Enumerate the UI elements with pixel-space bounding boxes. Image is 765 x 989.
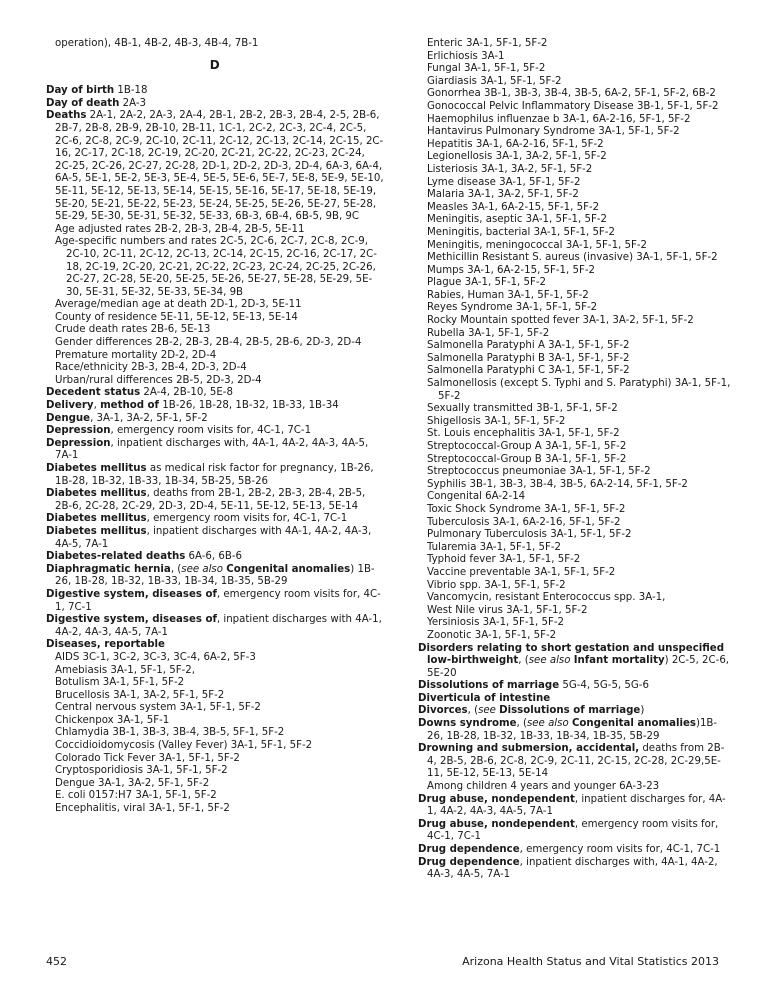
index-subentry	[418, 328, 732, 341]
index-locators: , (	[467, 705, 479, 717]
index-term: Depression	[46, 437, 111, 449]
index-locators: Age-specific numbers and rates 2C-5, 2C-6, 2C-7, 2C-8, 2C-9, 2C-10, 2C-11, 2C-12, 2C-13, 2C-14, 2C-15, 2C-16, 2C-17, 2C-18, 2C-19, 2C-20, 2C-21, 2C-22, 2C-23, 2C-24, 2C-25, 2C-26, 2C-27, 2C-28, 5E-20, 5E-25, 5E-26, 5E-27, 5E-28, 5E-29, 5E-30, 5E-31, 5E-32, 5E-33, 5E-34, 9B	[55, 236, 377, 298]
index-subentry	[46, 740, 384, 753]
index-subentry	[46, 778, 384, 791]
index-subentry	[46, 765, 384, 778]
index-subentry	[418, 277, 732, 290]
index-locators: 2A-4, 2B-10, 5E-8	[140, 387, 233, 399]
index-locators: 5G-4, 5G-5, 5G-6	[559, 680, 649, 692]
index-entry	[46, 526, 384, 551]
index-term: Diabetes-related deaths	[46, 551, 186, 563]
index-term: Infant mortality	[573, 655, 665, 667]
index-subentry	[418, 177, 732, 190]
index-subentry	[418, 617, 732, 630]
index-term: Congenital anomalies	[571, 718, 696, 730]
index-locators: Meningitis, aseptic 3A-1, 5F-1, 5F-2	[427, 214, 607, 226]
index-subentry	[418, 567, 732, 580]
index-subentry	[418, 315, 732, 328]
index-subentry	[46, 753, 384, 766]
index-locators: , emergency room visits for, 4C-1, 7C-1	[146, 513, 348, 525]
index-locators: , inpatient discharges with 4A-1, 4A-2, 4A-3, 4A-5, 7A-1	[55, 614, 382, 638]
see-also-text: see also	[528, 655, 571, 667]
index-subentry	[418, 252, 732, 265]
index-term: Divorces	[418, 705, 468, 717]
index-locators: Zoonotic 3A-1, 5F-1, 5F-2	[427, 629, 557, 641]
index-subentry	[418, 491, 732, 504]
index-subentry	[46, 652, 384, 665]
index-subentry	[418, 164, 732, 177]
index-subentry	[418, 101, 732, 114]
index-subentry	[418, 441, 732, 454]
index-locators: Tularemia 3A-1, 5F-1, 5F-2	[427, 541, 562, 553]
index-subentry	[46, 362, 384, 375]
index-entry	[418, 718, 732, 743]
index-locators: Crude death rates 2B-6, 5E-13	[55, 324, 211, 336]
index-term: Diseases, reportable	[46, 639, 165, 651]
index-locators: 1B-26, 1B-28, 1B-32, 1B-33, 1B-34	[158, 400, 339, 412]
index-subentry	[418, 454, 732, 467]
index-locators: Premature mortality 2D-2, 2D-4	[55, 349, 217, 361]
index-subentry	[418, 151, 732, 164]
index-subentry	[46, 803, 384, 816]
index-term: Dengue	[46, 412, 91, 424]
index-locators: Cryptosporidiosis 3A-1, 5F-1, 5F-2	[55, 765, 228, 777]
index-locators: Methicillin Resistant S. aureus (invasive) 3A-1, 5F-1, 5F-2	[427, 252, 718, 264]
index-locators: , (	[170, 563, 182, 575]
index-entry	[46, 98, 384, 111]
index-locators: Amebiasis 3A-1, 5F-1, 5F-2,	[55, 664, 195, 676]
index-locators: as medical risk factor for pregnancy, 1B-26, 1B-28, 1B-32, 1B-33, 1B-34, 5B-25, 5B-26	[55, 463, 374, 487]
index-subentry	[418, 302, 732, 315]
index-locators: )1B-26, 1B-28, 1B-32, 1B-33, 1B-34, 1B-35, 5B-29	[427, 718, 718, 742]
index-subentry	[46, 38, 384, 51]
index-entry	[46, 564, 384, 589]
index-term: Congenital anomalies	[226, 563, 351, 575]
index-locators: Urban/rural differences 2B-5, 2D-3, 2D-4	[55, 374, 262, 386]
index-term: Day of death	[46, 97, 120, 109]
publication-title: Arizona Health Status and Vital Statistics 2013	[462, 955, 719, 968]
right-column	[418, 38, 732, 882]
index-locators: 2A-3	[119, 97, 147, 109]
index-locators: Streptococcal-Group A 3A-1, 5F-1, 5F-2	[427, 441, 627, 452]
index-term: Diabetes mellitus	[46, 513, 147, 525]
index-subentry	[46, 224, 384, 237]
index-locators: Rubella 3A-1, 5F-1, 5F-2	[427, 327, 550, 339]
index-locators: , (	[516, 718, 527, 730]
index-term: Drug dependence	[418, 844, 520, 855]
index-locators: Age adjusted rates 2B-2, 2B-3, 2B-4, 2B-5, 5E-11	[55, 223, 305, 235]
index-subentry	[418, 428, 732, 441]
page-number: 452	[46, 955, 67, 968]
index-locators: 1B-18	[114, 85, 148, 97]
index-locators: ,	[93, 400, 101, 412]
index-locators: , emergency room visits for, 4C-1, 7C-1	[427, 818, 719, 843]
index-entry	[46, 110, 384, 223]
left-column	[46, 38, 384, 816]
index-locators: Streptococcus pneumoniae 3A-1, 5F-1, 5F-2	[427, 466, 651, 478]
index-locators: ) 2C-5, 2C-6, 5E-20	[427, 655, 730, 679]
index-locators: Fungal 3A-1, 5F-1, 5F-2	[427, 63, 546, 75]
index-subentry	[418, 479, 732, 492]
see-also-text: see also	[181, 563, 223, 575]
index-locators: AIDS 3C-1, 3C-2, 3C-3, 3C-4, 6A-2, 5F-3	[55, 651, 256, 663]
index-term: Dissolutions of marriage	[418, 680, 560, 692]
index-entry	[418, 643, 732, 681]
index-locators: Yersiniosis 3A-1, 5F-1, 5F-2	[427, 617, 565, 629]
index-subentry	[418, 403, 732, 416]
index-term: Digestive system, diseases of	[46, 588, 217, 600]
index-subentry	[418, 63, 732, 76]
index-term: Drug dependence	[418, 856, 520, 868]
index-entry	[46, 387, 384, 400]
index-term: Diaphragmatic hernia	[46, 563, 171, 575]
index-term: Deaths	[46, 110, 87, 122]
index-locators: )	[640, 705, 645, 717]
index-locators: Toxic Shock Syndrome 3A-1, 5F-1, 5F-2	[427, 503, 626, 515]
index-locators: , (	[518, 655, 529, 667]
index-locators: Giardiasis 3A-1, 5F-1, 5F-2	[427, 75, 562, 87]
index-entry	[46, 614, 384, 639]
index-locators: Legionellosis 3A-1, 3A-2, 5F-1, 5F-2	[427, 151, 607, 163]
index-subentry	[46, 790, 384, 803]
index-entry	[46, 413, 384, 426]
see-also-text: see also	[526, 718, 569, 730]
index-subentry	[46, 236, 384, 299]
index-locators: Salmonella Paratyphi B 3A-1, 5F-1, 5F-2	[427, 352, 630, 364]
index-locators: Rocky Mountain spotted fever 3A-1, 3A-2, 5F-1, 5F-2	[427, 315, 694, 327]
index-locators: Reyes Syndrome 3A-1, 5F-1, 5F-2	[427, 302, 598, 314]
index-subentry	[418, 202, 732, 215]
index-locators: , deaths from 2B-1, 2B-2, 2B-3, 2B-4, 2B-5, 2B-6, 2C-28, 2C-29, 2D-3, 2D-4, 5E-11, 5E-12, 5E-13, 5E-14	[55, 488, 366, 512]
index-term: Day of birth	[46, 85, 115, 97]
index-locators: Hepatitis 3A-1, 6A-2-16, 5F-1, 5F-2	[427, 138, 604, 150]
index-locators: Vancomycin, resistant Enterococcus spp. 3A-1,	[427, 592, 666, 604]
index-term: Disorders relating to short gestation and unspecified low-birthweight	[418, 642, 724, 667]
index-locators: Gonococcal Pelvic Inflammatory Disease 3B-1, 5F-1, 5F-2	[427, 100, 719, 112]
index-locators: Among children 4 years and younger 6A-3-23	[427, 781, 660, 793]
index-term: Drug abuse, nondependent	[418, 818, 575, 830]
index-subentry	[418, 214, 732, 227]
index-locators: Hantavirus Pulmonary Syndrome 3A-1, 5F-1, 5F-2	[427, 126, 680, 138]
index-subentry	[46, 665, 384, 678]
index-subentry	[46, 702, 384, 715]
index-locators: Gonorrhea 3B-1, 3B-3, 3B-4, 3B-5, 6A-2, 5F-1, 5F-2, 6B-2	[427, 88, 716, 100]
index-locators: Salmonellosis (except S. Typhi and S. Paratyphi) 3A-1, 5F-1, 5F-2	[427, 378, 731, 402]
index-entry	[418, 794, 732, 819]
index-subentry	[418, 353, 732, 366]
index-locators: Chickenpox 3A-1, 5F-1	[55, 714, 170, 726]
index-locators: Meningitis, meningococcal 3A-1, 5F-1, 5F-2	[427, 239, 648, 251]
index-locators: 2A-1, 2A-2, 2A-3, 2A-4, 2B-1, 2B-2, 2B-3, 2B-4, 2-5, 2B-6, 2B-7, 2B-8, 2B-9, 2B-10, 2B-11, 1C-1, 2C-2, 2C-3, 2C-4, 2C-5, 2C-6, 2C-8, 2C-9, 2C-10, 2C-11, 2C-12, 2C-13, 2C-14, 2C-15, 2C-16, 2C-17, 2C-18, 2C-19, 2C-20, 2C-21, 2C-22, 2C-23, 2C-24, 2C-25, 2C-26, 2C-27, 2C-28, 2D-1, 2D-2, 2D-3, 2D-4, 6A-3, 6A-4, 6A-5, 5E-1, 5E-2, 5E-3, 5E-4, 5E-5, 5E-6, 5E-7, 5E-8, 5E-9, 5E-10, 5E-11, 5E-12, 5E-13, 5E-14, 5E-15, 5E-16, 5E-17, 5E-18, 5E-19, 5E-20, 5E-21, 5E-22, 5E-23, 5E-24, 5E-25, 5E-26, 5E-27, 5E-28, 5E-29, 5E-30, 5E-31, 5E-32, 5E-33, 6B-3, 6B-4, 6B-5, 9B, 9C	[55, 110, 384, 223]
index-entry	[418, 705, 732, 718]
index-term: Dissolutions of marriage	[499, 705, 641, 717]
index-subentry	[418, 88, 732, 101]
index-locators: operation), 4B-1, 4B-2, 4B-3, 4B-4, 7B-1	[55, 38, 259, 49]
index-subentry	[46, 727, 384, 740]
index-locators: Botulism 3A-1, 5F-1, 5F-2	[55, 677, 185, 689]
index-locators: St. Louis encephalitis 3A-1, 5F-1, 5F-2	[427, 428, 620, 440]
index-locators: Vibrio spp. 3A-1, 5F-1, 5F-2	[427, 579, 566, 591]
index-locators: Coccidioidomycosis (Valley Fever) 3A-1, 5F-1, 5F-2	[55, 740, 313, 752]
index-subentry	[418, 139, 732, 152]
index-locators: , emergency room visits for, 4C-1, 7C-1	[110, 425, 312, 437]
index-locators: Typhoid fever 3A-1, 5F-1, 5F-2	[427, 554, 581, 566]
index-term: Diverticula of intestine	[418, 692, 551, 704]
index-entry	[46, 400, 384, 413]
index-entry	[46, 425, 384, 438]
index-locators: Syphilis 3B-1, 3B-3, 3B-4, 3B-5, 6A-2-14, 5F-1, 5F-2	[427, 478, 688, 490]
index-term: Downs syndrome	[418, 718, 517, 730]
index-entry	[418, 693, 732, 706]
section-letter-heading: D	[209, 57, 221, 72]
index-locators: Central nervous system 3A-1, 5F-1, 5F-2	[55, 702, 261, 714]
index-locators: Mumps 3A-1, 6A-2-15, 5F-1, 5F-2	[427, 264, 596, 276]
index-subentry	[418, 227, 732, 240]
see-also-text: see	[478, 705, 496, 717]
index-subentry	[46, 337, 384, 350]
index-term: Diabetes mellitus	[46, 525, 147, 537]
index-subentry	[46, 312, 384, 325]
index-subentry	[418, 265, 732, 278]
index-entry	[418, 857, 732, 882]
index-term: Decedent status	[46, 387, 141, 399]
index-entry	[46, 639, 384, 652]
index-subentry	[418, 517, 732, 530]
index-locators: Malaria 3A-1, 3A-2, 5F-1, 5F-2	[427, 189, 579, 201]
index-entry	[46, 551, 384, 564]
index-locators: , 3A-1, 3A-2, 5F-1, 5F-2	[90, 412, 208, 424]
index-subentry	[46, 690, 384, 703]
index-entry	[418, 743, 732, 781]
index-locators: Encephalitis, viral 3A-1, 5F-1, 5F-2	[55, 803, 230, 815]
index-term: method of	[100, 400, 159, 412]
index-subentry	[418, 630, 732, 643]
index-subentry	[418, 38, 732, 51]
index-term: Depression	[46, 425, 111, 437]
index-subentry	[418, 781, 732, 794]
index-locators: Brucellosis 3A-1, 3A-2, 5F-1, 5F-2	[55, 689, 225, 701]
index-term: Diabetes mellitus	[46, 463, 147, 474]
index-locators: , emergency room visits for, 4C-1, 7C-1	[519, 844, 721, 855]
index-subentry	[418, 189, 732, 202]
index-locators: Race/ethnicity 2B-3, 2B-4, 2D-3, 2D-4	[55, 362, 247, 374]
index-locators: Plague 3A-1, 5F-1, 5F-2	[427, 277, 546, 289]
index-term: Delivery	[46, 400, 94, 412]
index-subentry	[418, 240, 732, 253]
index-locators: Enteric 3A-1, 5F-1, 5F-2	[427, 38, 548, 49]
index-term: Diabetes mellitus	[46, 488, 147, 500]
index-subentry	[418, 126, 732, 139]
index-locators: , emergency room visits for, 4C-1, 7C-1	[55, 588, 381, 613]
index-locators: E. coli 0157:H7 3A-1, 5F-1, 5F-2	[55, 790, 217, 802]
index-locators: , inpatient discharges for, 4A-1, 4A-2, 4A-3, 4A-5, 7A-1	[427, 793, 726, 818]
index-subentry	[418, 365, 732, 378]
index-subentry	[418, 76, 732, 89]
index-subentry	[418, 605, 732, 618]
index-locators: , inpatient discharges with, 4A-1, 4A-2, 4A-3, 4A-5, 7A-1	[427, 856, 718, 881]
index-entry	[46, 513, 384, 526]
index-locators: Chlamydia 3B-1, 3B-3, 3B-4, 3B-5, 5F-1, 5F-2	[55, 727, 285, 739]
index-subentry	[418, 529, 732, 542]
index-locators: Vaccine preventable 3A-1, 5F-1, 5F-2	[427, 566, 616, 578]
index-locators: Salmonella Paratyphi C 3A-1, 5F-1, 5F-2	[427, 365, 630, 377]
index-subentry	[418, 554, 732, 567]
index-entry	[418, 680, 732, 693]
index-subentry	[418, 378, 732, 403]
index-locators: Rabies, Human 3A-1, 5F-1, 5F-2	[427, 289, 589, 301]
index-locators: Dengue 3A-1, 3A-2, 5F-1, 5F-2	[55, 777, 210, 789]
index-locators: ) 1B-26, 1B-28, 1B-32, 1B-33, 1B-34, 1B-35, 5B-29	[55, 563, 375, 588]
index-locators: Colorado Tick Fever 3A-1, 5F-1, 5F-2	[55, 752, 240, 764]
index-locators: , inpatient discharges with, 4A-1, 4A-2, 4A-3, 4A-5, 7A-1	[55, 437, 369, 462]
index-locators: Salmonella Paratyphi A 3A-1, 5F-1, 5F-2	[427, 340, 630, 352]
index-subentry	[46, 375, 384, 388]
index-subentry	[418, 466, 732, 479]
index-locators: Congenital 6A-2-14	[427, 491, 526, 503]
index-locators: Lyme disease 3A-1, 5F-1, 5F-2	[427, 176, 581, 188]
index-locators: West Nile virus 3A-1, 5F-1, 5F-2	[427, 604, 588, 616]
index-locators: Haemophilus influenzae b 3A-1, 6A-2-16, 5F-1, 5F-2	[427, 113, 691, 125]
index-term: Drowning and submersion, accidental,	[418, 743, 640, 755]
index-entry	[418, 844, 732, 857]
index-locators: deaths from 2B-4, 2B-5, 2B-6, 2C-8, 2C-9, 2C-11, 2C-15, 2C-28, 2C-29,5E-11, 5E-12, 5E-13, 5E-14	[427, 743, 725, 780]
index-entry	[46, 463, 384, 488]
index-entry	[46, 589, 384, 614]
index-locators: County of residence 5E-11, 5E-12, 5E-13, 5E-14	[55, 311, 298, 323]
index-locators: Erlichiosis 3A-1	[427, 50, 505, 62]
index-subentry	[418, 580, 732, 593]
index-locators: Average/median age at death 2D-1, 2D-3, 5E-11	[55, 299, 302, 311]
index-locators: 6A-6, 6B-6	[185, 551, 243, 563]
index-subentry	[46, 324, 384, 337]
index-locators: Listeriosis 3A-1, 3A-2, 5F-1, 5F-2	[427, 163, 593, 175]
index-locators: Meningitis, bacterial 3A-1, 5F-1, 5F-2	[427, 226, 615, 238]
index-locators: Pulmonary Tuberculosis 3A-1, 5F-1, 5F-2	[427, 529, 632, 541]
index-locators: Shigellosis 3A-1, 5F-1, 5F-2	[427, 415, 566, 427]
index-subentry	[46, 677, 384, 690]
index-subentry	[418, 592, 732, 605]
index-locators: , inpatient discharges with 4A-1, 4A-2, 4A-3, 4A-5, 7A-1	[55, 525, 372, 550]
index-entry	[46, 438, 384, 463]
index-subentry	[418, 504, 732, 517]
index-subentry	[418, 290, 732, 303]
index-subentry	[418, 340, 732, 353]
index-locators: Tuberculosis 3A-1, 6A-2-16, 5F-1, 5F-2	[427, 516, 621, 528]
index-subentry	[46, 715, 384, 728]
index-locators: Gender differences 2B-2, 2B-3, 2B-4, 2B-5, 2B-6, 2D-3, 2D-4	[55, 337, 362, 349]
index-subentry	[418, 114, 732, 127]
index-subentry	[418, 416, 732, 429]
index-entry	[418, 819, 732, 844]
index-subentry	[46, 299, 384, 312]
index-locators: Measles 3A-1, 6A-2-15, 5F-1, 5F-2	[427, 201, 600, 213]
index-subentry	[418, 51, 732, 64]
index-subentry	[418, 542, 732, 555]
index-term: Drug abuse, nondependent	[418, 793, 575, 805]
index-entry	[46, 488, 384, 513]
index-subentry	[46, 350, 384, 363]
index-term: Digestive system, diseases of	[46, 614, 217, 626]
index-locators: Streptococcal-Group B 3A-1, 5F-1, 5F-2	[427, 453, 627, 465]
index-entry	[46, 85, 384, 98]
index-locators: Sexually transmitted 3B-1, 5F-1, 5F-2	[427, 403, 618, 415]
